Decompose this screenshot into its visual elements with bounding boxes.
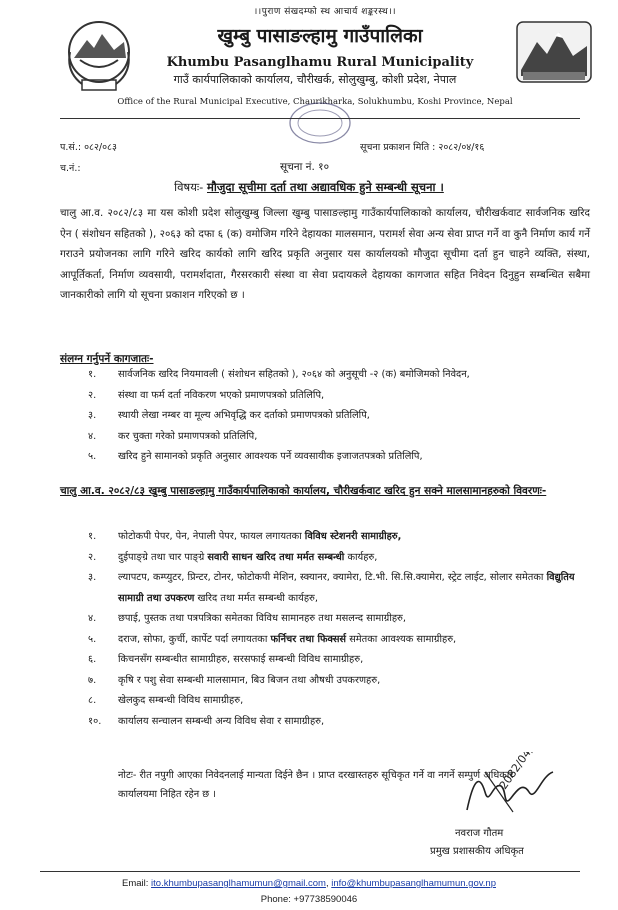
- list-item: [88, 386, 588, 407]
- item-tail-text: खरिद तथा मर्मत सम्बन्धी कार्यहरु,: [197, 592, 318, 604]
- header-divider: [60, 118, 580, 119]
- reference-number: प.सं.: ०८२/०८३: [60, 142, 117, 153]
- note-paragraph: नोटः- रीत नपुगी आएका निवेदनलाई मान्यता दिईने छैन । प्राप्त दरखास्तहरु सूचिकृत गर्ने वा नगर्ने सम्पुर्ण अधिकार कार्यालयमा निहित रहेन छ ।: [118, 770, 514, 800]
- required-documents-heading-text: संलग्न गर्नुपर्ने कागजातः-: [60, 353, 154, 365]
- notice-number: सूचना नं. १०: [280, 161, 330, 173]
- list-item: [88, 365, 588, 386]
- intro-paragraph: चालु आ.व. २०८२/८३ मा यस कोशी प्रदेश सोलुखुम्बु जिल्ला खुम्बु पासाङल्हामु गाउँकार्यपालिकाको कार्यालय, चौरीखर्कवाट सार्वजनिक खरिद ऐन ( संशोधन सहितको ), २०६३ को दफा ६ (क) वमोजिम गरिने देहायका मालसमान, परामर्श सेवा अन्य सेवा प्राप्त गर्ने वा कुनै निर्माण कार्य गर्ने गराउने प्रयोजनका लागि गरिने खरिद कार्यको लागि खरिद प्रकृति अनुसार यस कार्यालयको मौजुदा सूचीमा दर्ता हुन चाहने व्यक्ति, संस्था, आपूर्तिकर्ता, निर्माण व्यवसायी, परामर्शदाता, गैरसरकारी संस्था वा सेवा प्रदायकले देहायका कागजात सहित निवेदन दिनुहुन सम्बन्धित सबैमा जानकारीको लागि यो सूचना प्रकाशन गरिएको छ ।: [60, 207, 591, 301]
- subject-line: [0, 180, 618, 195]
- item-text: कार्यालय सन्चालन सम्बन्धी अन्य विविध सेवा र सामाग्रीहरु,: [118, 715, 325, 727]
- item-number: ८.: [88, 695, 97, 706]
- list-item: [88, 447, 588, 468]
- address-nepali: गाउँ कार्यपालिकाको कार्यालय, चौरीखर्क, सोलुखुम्बु, कोशी प्रदेश, नेपाल: [173, 73, 457, 86]
- goods-list: [88, 527, 593, 732]
- item-tail-text: कार्यहरु,: [347, 551, 378, 563]
- list-item: [88, 671, 593, 692]
- item-number: ५.: [88, 451, 97, 462]
- item-number: २.: [88, 551, 97, 563]
- list-item: [88, 406, 588, 427]
- goods-heading: चालु आ.व. २०८२/८३ खुम्बु पासाङल्हामु गाउँकार्यपालिकाको कार्यालय, चौरीखर्कवाट खरिद हुन सक्ने मालसामानहरुको विवरणः-: [60, 485, 547, 497]
- item-bold-text: विद्युतिय सामाग्री तथा उपकरण: [118, 572, 575, 604]
- item-bold-text: सवारी साधन खरिद तथा मर्मत सम्बन्धी: [207, 551, 345, 563]
- item-bold-text: विविध स्टेशनरी सामाग्रीहरु,: [304, 531, 402, 542]
- email-link-1[interactable]: ito.khumbupasanglhamumun@gmail.com: [151, 878, 326, 889]
- footer-divider: [40, 871, 580, 872]
- item-number: ६.: [88, 654, 97, 665]
- item-text: संस्था वा फर्म दर्ता नविकरण भएको प्रमाणपत्रको प्रतिलिपि,: [118, 389, 325, 401]
- item-text: कर चुक्ता गरेको प्रमाणपत्रको प्रतिलिपि,: [118, 430, 258, 442]
- required-documents-list: [88, 365, 588, 468]
- footer-emails: [0, 878, 618, 889]
- list-item: [88, 630, 593, 651]
- item-number: २.: [88, 389, 97, 401]
- office-seal-stamp: [285, 98, 355, 148]
- item-text: स्थायी लेखा नम्बर वा मूल्य अभिवृद्धि कर दर्ताको प्रमाणपत्रको प्रतिलिपि,: [118, 410, 370, 421]
- item-number: ३.: [88, 410, 97, 421]
- item-number: १.: [88, 531, 97, 542]
- publish-date: सूचना प्रकाशन मिति : २०८२/०४/१६: [360, 142, 485, 153]
- item-number: ४.: [88, 430, 97, 442]
- list-item: [88, 609, 593, 630]
- list-item: [88, 691, 593, 712]
- item-text: खरिद हुने सामानको प्रकृति अनुसार आवश्यक पर्ने व्यवसायीक इजाजतपत्रको प्रतिलिपि,: [118, 451, 423, 462]
- email-separator: ,: [325, 878, 329, 889]
- item-text: ल्यापटप, कम्प्युटर, प्रिन्टर, टोनर, फोटोकपी मेशिन, स्क्यानर, क्यामेरा, टि.भी. सि.सि.क्यामेरा, स्ट्रेट लाईट, सोलार समेतका: [118, 572, 544, 583]
- item-text: सार्वजनिक खरिद नियमावली ( संशोधन सहितको ), २०६४ को अनुसूची -२ (क) बमोजिमको निवेदन,: [118, 369, 470, 380]
- footer-phone: Phone: +97738590046: [260, 894, 358, 905]
- list-item: [88, 568, 593, 609]
- item-number: ४.: [88, 613, 97, 624]
- list-item: [88, 548, 593, 569]
- item-text: छपाई, पुस्तक तथा पत्रपत्रिका समेतका विविध सामानहरु तथा मसलन्द सामाग्रीहरु,: [118, 613, 407, 624]
- required-documents-heading: [60, 347, 154, 366]
- office-name-english: Khumbu Pasanglhamu Rural Municipality: [166, 55, 474, 70]
- item-text: दुईपाङ्ग्रे तथा चार पाङ्ग्रे: [118, 551, 205, 563]
- list-item: [88, 650, 593, 671]
- subject-label: विषयः-: [174, 180, 204, 194]
- item-text: कृषि र पशु सेवा सम्बन्धी मालसामान, बिउ बिजन तथा औषधी उपकरणहरु,: [118, 674, 381, 686]
- header-motto: ।।पुराण संखदम्फो स्थ आचार्य शङ्करस्थ।।: [253, 7, 397, 17]
- office-name-nepali: खुम्बु पासाङल्हामु गाउँपालिका: [217, 25, 423, 47]
- address-english: Office of the Rural Municipal Executive, Chaurikharka, Solukhumbu, Koshi Province, Nepal: [117, 97, 513, 107]
- dispatch-number: च.नं.:: [60, 163, 81, 174]
- list-item: [88, 712, 593, 733]
- item-number: ७.: [88, 674, 97, 686]
- item-text: फोटोकपी पेपर, पेन, नेपाली पेपर, फायल लगायतका: [118, 531, 302, 542]
- item-tail-text: समेतका आवश्यक सामाग्रीहरु,: [349, 633, 457, 645]
- email-label: Email:: [121, 878, 149, 889]
- item-text: किचनसँग सम्बन्धीत सामाग्रीहरु, सरसफाई सम्बन्धी विविध सामाग्रीहरु,: [118, 654, 364, 665]
- item-bold-text: फर्निचर तथा फिक्सर्स: [270, 633, 347, 645]
- signatory-name: नवराज गौतम: [455, 828, 504, 839]
- subject-text: मौजुदा सूचीमा दर्ता तथा अद्यावधिक हुने सम्बन्धी सूचना ।: [207, 180, 444, 194]
- item-number: ३.: [88, 572, 97, 583]
- item-text: खेलकुद सम्बन्धी विविध सामाग्रीहरु,: [118, 695, 244, 706]
- item-number: ५.: [88, 633, 97, 645]
- signatory-title: प्रमुख प्रशासकीय अधिकृत: [430, 846, 524, 857]
- item-number: १०.: [88, 715, 102, 727]
- list-item: [88, 427, 588, 448]
- handwritten-signature: [455, 752, 565, 822]
- signature-date: 2082/04/16: [496, 752, 544, 792]
- list-item: [88, 527, 593, 548]
- item-number: १.: [88, 369, 97, 380]
- email-link-2[interactable]: info@khumbupasanglhamumun.gov.np: [331, 878, 496, 889]
- item-text: दराज, सोफा, कुर्ची, कार्पेट पर्दा लगायतका: [118, 633, 268, 645]
